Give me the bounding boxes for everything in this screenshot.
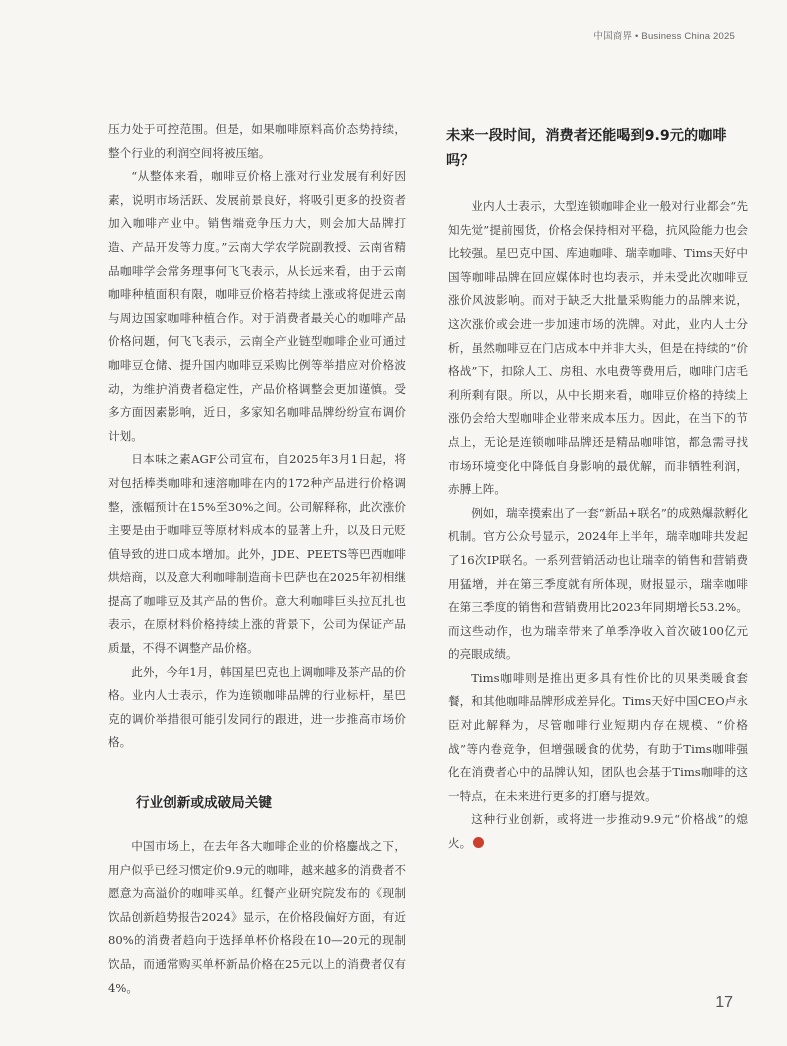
page-number: 17	[715, 994, 733, 1011]
right-column	[448, 124, 748, 856]
running-header: 中国商界 • Business China 2025	[593, 31, 735, 42]
paragraph: 压力处于可控范围。但是，如果咖啡原料高价态势持续，整个行业的利润空间将被压缩。	[108, 122, 406, 160]
paragraph: Tims咖啡则是推出更多具有性价比的贝果类暖食套餐，和其他咖啡品牌形成差异化。Tims天好中国CEO卢永臣对此解释为，尽管咖啡行业短期内存在规模、“价格战”等内卷竞争，但增强暖食的优势，有助于Tims咖啡强化在消费者心中的品牌认知，团队也会基于Tims咖啡的这一特点，在未来进行更多的打磨与提效。	[448, 670, 748, 803]
paragraph: 此外，今年1月，韩国星巴克也上调咖啡及茶产品的价格。业内人士表示，作为连锁咖啡品牌的行业标杆，星巴克的调价举措很可能引发同行的跟进，进一步推高市场价格。	[108, 664, 406, 750]
end-mark-icon	[473, 837, 484, 848]
paragraph: 日本味之素AGF公司宣布，自2025年3月1日起，将对包括棒类咖啡和速溶咖啡在内的172种产品进行价格调整，涨幅预计在15%至30%之间。公司解释称，此次涨价主要是由于咖啡豆等原材料成本的显著上升，以及日元贬值导致的进口成本增加。此外，JDE、PEETS等巴西咖啡烘焙商，以及意大利咖啡制造商卡巴萨也在2025年初相继提高了咖啡豆及其产品的售价。意大利咖啡巨头拉瓦扎也表示，在原材料价格持续上涨的背景下，公司为保证产品质量，不得不调整产品价格。	[108, 452, 406, 656]
closing-text: 这种行业创新，或将进一步推动9.9元“价格战”的熄火。	[448, 812, 748, 851]
paragraph: “从整体来看，咖啡豆价格上涨对行业发展有利好因素，说明市场活跃、发展前景良好，将吸引更多的投资者加入咖啡产业中。销售端竞争压力大，则会加大品牌打造、产品开发等力度。”云南大学农学院副教授、云南省精品咖啡学会常务理事何飞飞表示，从长远来看，由于云南咖啡种植面积有限，咖啡豆价格若持续上涨或将促进云南与周边国家咖啡种植合作。对于消费者最关心的咖啡产品价格问题，何飞飞表示，云南全产业链型咖啡企业可通过咖啡豆仓储、提升国内咖啡豆采购比例等举措应对价格波动，为维护消费者稳定性，产品价格调整会更加谨慎。受多方面因素影响，近日，多家知名咖啡品牌纷纷宣布调价计划。	[108, 169, 406, 443]
paragraph: 中国市场上，在去年各大咖啡企业的价格鏖战之下，用户似乎已经习惯定价9.9元的咖啡，越来越多的消费者不愿意为高溢价的咖啡买单。红餐产业研究院发布的《现制饮品创新趋势报告2024》显示，在价格段偏好方面，有近80%的消费者趋向于选择单杯价格段在10—20元的现制饮品，而通常购买单杯新品价格在25元以上的消费者仅有4%。	[108, 839, 406, 995]
paragraph	[448, 808, 748, 855]
section-heading: 未来一段时间，消费者还能喝到9.9元的咖啡吗？	[446, 128, 727, 169]
left-column	[108, 118, 406, 1000]
paragraph: 业内人士表示，大型连锁咖啡企业一般对行业都会“先知先觉”提前囤货，价格会保持相对平稳，抗风险能力也会比较强。星巴克中国、库迪咖啡、瑞幸咖啡、Tims天好中国等咖啡品牌在回应媒体时也均表示，并未受此次咖啡豆涨价风波影响。而对于缺乏大批量采购能力的品牌来说，这次涨价或会进一步加速市场的洗牌。对此，业内人士分析，虽然咖啡豆在门店成本中并非大头，但是在持续的“价格战”下，扣除人工、房租、水电费等费用后，咖啡门店毛利所剩有限。所以，从中长期来看，咖啡豆价格的持续上涨仍会给大型咖啡企业带来成本压力。因此，在当下的节点上，无论是连锁咖啡品牌还是精品咖啡馆，都急需寻找市场环境变化中降低自身影响的最优解，而非牺牲利润，赤膊上阵。	[448, 199, 748, 497]
paragraph: 例如，瑞幸摸索出了一套“新品+联名”的成熟爆款孵化机制。官方公众号显示，2024年上半年，瑞幸咖啡共发起了16次IP联名。一系列营销活动也让瑞幸的销售和营销费用猛增，并在第三季度就有所体现，财报显示，瑞幸咖啡在第三季度的销售和营销费用比2023年同期增长53.2%。而这些动作，也为瑞幸带来了单季净收入首次破100亿元的亮眼成绩。	[448, 505, 748, 662]
section-heading: 行业创新或成破局关键	[136, 795, 272, 812]
